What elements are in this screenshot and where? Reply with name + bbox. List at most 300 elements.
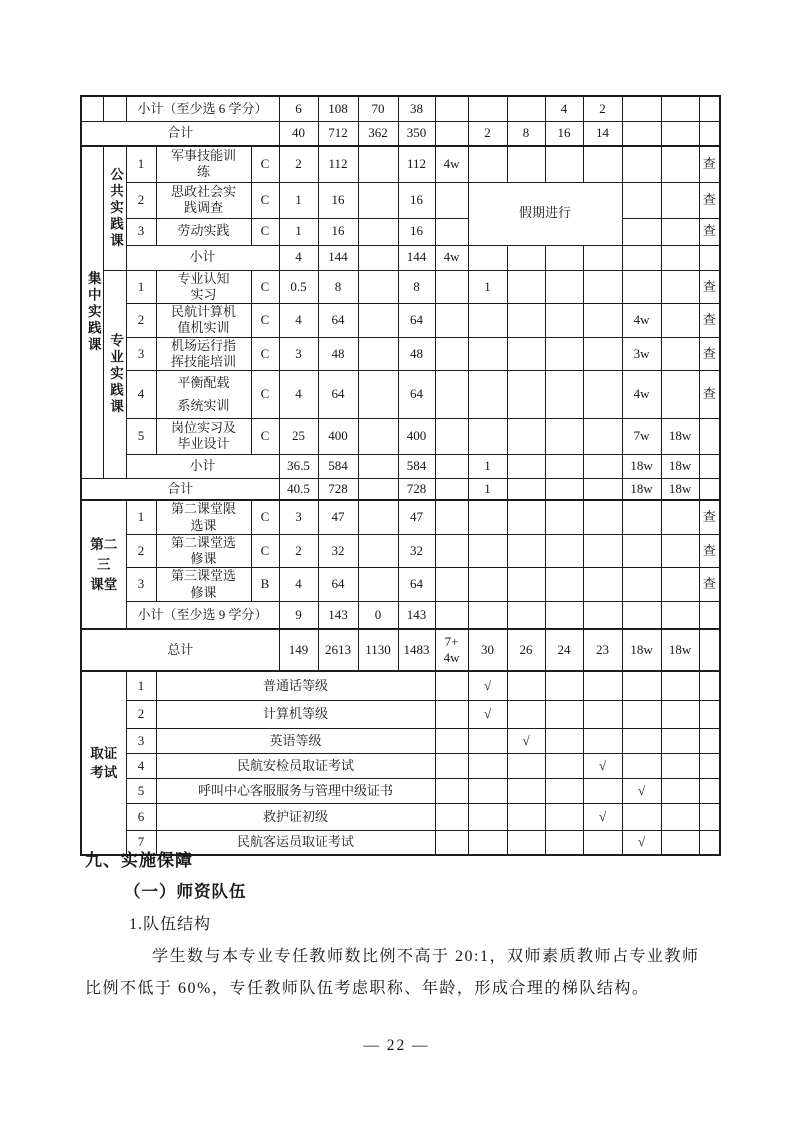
table-cell: [699, 601, 720, 629]
table-cell: [545, 803, 583, 830]
table-cell: [468, 803, 507, 830]
table-cell: [358, 218, 398, 245]
table-cell: [545, 270, 583, 304]
table-cell: [699, 830, 720, 855]
table-cell: [622, 534, 661, 568]
table-cell: [435, 96, 468, 121]
table-cell: [583, 270, 622, 304]
table-cell: 149: [279, 629, 318, 671]
cert-name: 英语等级: [156, 728, 435, 753]
table-cell: 4: [279, 568, 318, 602]
table-cell: C: [251, 304, 279, 338]
table-cell: C: [251, 146, 279, 182]
table-cell: [507, 830, 545, 855]
table-cell: [358, 245, 398, 270]
table-cell: [358, 304, 398, 338]
table-cell: 18w: [661, 478, 699, 500]
table-cell: [507, 245, 545, 270]
table-cell: 23: [583, 629, 622, 671]
table-cell: [661, 182, 699, 218]
table-row: [81, 182, 720, 218]
table-cell: C: [251, 534, 279, 568]
table-cell: [507, 337, 545, 371]
table-cell: C: [251, 371, 279, 419]
table-cell: [507, 803, 545, 830]
table-cell: [661, 270, 699, 304]
table-cell: 38: [398, 96, 435, 121]
category-label: 专业实践课: [103, 270, 126, 478]
table-cell: [507, 270, 545, 304]
table-row: [81, 454, 720, 478]
table-row: [81, 700, 720, 728]
cert-name: 普通话等级: [156, 671, 435, 700]
table-cell: [661, 830, 699, 855]
table-cell: [622, 146, 661, 182]
table-cell: [507, 304, 545, 338]
row-label-subtotal: 小计: [126, 245, 279, 270]
cert-name: 救护证初级: [156, 803, 435, 830]
table-cell: 70: [358, 96, 398, 121]
table-cell: [545, 830, 583, 855]
table-cell: 4: [126, 371, 156, 419]
table-cell: 1: [279, 182, 318, 218]
table-cell: 18w: [622, 454, 661, 478]
course-name: 第二课堂限 选课: [156, 500, 251, 534]
table-cell: [545, 700, 583, 728]
table-cell: 2: [468, 121, 507, 146]
table-cell: 2613: [318, 629, 358, 671]
table-cell: [358, 454, 398, 478]
table-cell: 1: [279, 218, 318, 245]
table-cell: 143: [398, 601, 435, 629]
table-cell: [699, 728, 720, 753]
table-cell: 144: [318, 245, 358, 270]
table-cell: [435, 478, 468, 500]
table-cell: [507, 753, 545, 778]
table-cell: 40: [279, 121, 318, 146]
table-cell: 16: [545, 121, 583, 146]
table-row: [81, 500, 720, 534]
table-cell: 5: [126, 778, 156, 803]
table-cell: [583, 304, 622, 338]
table-cell: [583, 534, 622, 568]
table-cell: [583, 568, 622, 602]
table-cell: [661, 803, 699, 830]
category-label: 公共实践课: [103, 146, 126, 270]
table-cell: [468, 534, 507, 568]
table-cell: 7: [126, 830, 156, 855]
row-label-grand-total: 总计: [81, 629, 279, 671]
table-cell: 5: [126, 418, 156, 454]
table-cell: [583, 371, 622, 419]
table-cell: [661, 700, 699, 728]
table-cell: [699, 803, 720, 830]
table-cell: [622, 121, 661, 146]
table-row: [81, 671, 720, 700]
table-cell: [545, 337, 583, 371]
exam-check: 查: [699, 304, 720, 338]
table-cell: 112: [318, 146, 358, 182]
row-label-subtotal: 小计（至少选 9 学分）: [126, 601, 279, 629]
table-cell: [468, 304, 507, 338]
page-number: — 22 —: [363, 1037, 430, 1054]
exam-check: 查: [699, 146, 720, 182]
table-cell: C: [251, 270, 279, 304]
table-cell: [545, 245, 583, 270]
table-cell: [545, 778, 583, 803]
table-cell: [545, 671, 583, 700]
cert-name: 民航安检员取证考试: [156, 753, 435, 778]
table-cell: 1483: [398, 629, 435, 671]
table-cell: [507, 478, 545, 500]
row-label-subtotal: 小计（至少选 6 学分）: [126, 96, 279, 121]
table-row: [81, 245, 720, 270]
paragraph-line-1: 学生数与本专业专任教师数比例不高于 20:1，双师素质教师占专业教师: [152, 948, 700, 965]
table-cell: 584: [318, 454, 358, 478]
section-heading: 九、实施保障: [85, 851, 193, 870]
cert-name: 呼叫中心客服服务与管理中级证书: [156, 778, 435, 803]
checkmark: √: [468, 671, 507, 700]
table-cell: [545, 146, 583, 182]
table-row: [81, 371, 720, 419]
table-cell: [622, 245, 661, 270]
table-cell: 18w: [661, 629, 699, 671]
checkmark: √: [622, 830, 661, 855]
table-cell: 47: [398, 500, 435, 534]
table-cell: C: [251, 500, 279, 534]
table-cell: [468, 371, 507, 419]
table-cell: [699, 671, 720, 700]
table-cell: [661, 245, 699, 270]
table-cell: 8: [507, 121, 545, 146]
table-cell: [699, 121, 720, 146]
table-cell: [622, 270, 661, 304]
table-cell: 3: [279, 500, 318, 534]
table-cell: [583, 478, 622, 500]
course-name: 平衡配载 系统实训: [156, 371, 251, 419]
row-label-total: 合计: [81, 478, 279, 500]
table-cell: 1: [468, 454, 507, 478]
table-cell: 1: [126, 146, 156, 182]
table-cell: [435, 218, 468, 245]
table-cell: 4w: [435, 146, 468, 182]
exam-check: 查: [699, 534, 720, 568]
table-cell: 6: [279, 96, 318, 121]
table-cell: 40.5: [279, 478, 318, 500]
table-cell: 4: [126, 753, 156, 778]
table-cell: [435, 182, 468, 218]
table-cell: 8: [398, 270, 435, 304]
exam-check: 查: [699, 371, 720, 419]
table-cell: [358, 568, 398, 602]
table-cell: 7+ 4w: [435, 629, 468, 671]
table-cell: 4: [279, 304, 318, 338]
table-cell: [358, 371, 398, 419]
table-cell: 143: [318, 601, 358, 629]
table-cell: [468, 146, 507, 182]
exam-check: 查: [699, 568, 720, 602]
table-cell: [622, 803, 661, 830]
table-cell: [583, 146, 622, 182]
table-cell: [545, 728, 583, 753]
table-cell: 64: [398, 304, 435, 338]
table-cell: 24: [545, 629, 583, 671]
table-cell: [468, 568, 507, 602]
table-cell: [507, 601, 545, 629]
table-row: [81, 218, 720, 245]
table-cell: [435, 830, 468, 855]
table-cell: [507, 500, 545, 534]
table-cell: 16: [318, 218, 358, 245]
table-cell: 18w: [622, 478, 661, 500]
table-cell: B: [251, 568, 279, 602]
table-cell: 4: [279, 245, 318, 270]
course-name: 军事技能训 练: [156, 146, 251, 182]
table-cell: [622, 218, 661, 245]
table-cell: 36.5: [279, 454, 318, 478]
table-cell: 2: [279, 534, 318, 568]
table-row: [81, 534, 720, 568]
table-cell: [507, 146, 545, 182]
table-cell: [435, 753, 468, 778]
course-name: 第三课堂选 修课: [156, 568, 251, 602]
table-cell: [358, 478, 398, 500]
table-row: [81, 601, 720, 629]
table-cell: [583, 245, 622, 270]
table-cell: 26: [507, 629, 545, 671]
table-cell: [507, 418, 545, 454]
table-cell: 3: [126, 568, 156, 602]
table-cell: [507, 454, 545, 478]
table-cell: [583, 830, 622, 855]
table-cell: [583, 337, 622, 371]
table-cell: [661, 121, 699, 146]
table-cell: 728: [318, 478, 358, 500]
table-cell: [435, 337, 468, 371]
table-cell: [358, 270, 398, 304]
table-cell: [622, 601, 661, 629]
exam-check: 查: [699, 500, 720, 534]
table-cell: 400: [318, 418, 358, 454]
table-cell: [661, 337, 699, 371]
table-cell: 400: [398, 418, 435, 454]
table-cell: 16: [318, 182, 358, 218]
table-cell: [545, 304, 583, 338]
table-row: [81, 728, 720, 753]
table-cell: 1: [126, 671, 156, 700]
table-row: [81, 568, 720, 602]
table-cell: 3: [126, 728, 156, 753]
row-label-total: 合计: [81, 121, 279, 146]
table-cell: 1: [126, 500, 156, 534]
table-cell: 0: [358, 601, 398, 629]
table-cell: [699, 418, 720, 454]
table-cell: [435, 601, 468, 629]
table-cell: 108: [318, 96, 358, 121]
table-cell: [622, 500, 661, 534]
table-row: [81, 337, 720, 371]
table-cell: 3: [279, 337, 318, 371]
table-cell: [583, 700, 622, 728]
table-cell: [545, 753, 583, 778]
checkmark: √: [583, 803, 622, 830]
table-cell: 2: [583, 96, 622, 121]
table-cell: [583, 500, 622, 534]
table-cell: 18w: [661, 454, 699, 478]
table-cell: 14: [583, 121, 622, 146]
table-cell: [507, 671, 545, 700]
table-cell: [435, 671, 468, 700]
exam-check: 查: [699, 337, 720, 371]
table-cell: [661, 601, 699, 629]
table-cell: [545, 601, 583, 629]
table-cell: 48: [398, 337, 435, 371]
table-cell: 4w: [435, 245, 468, 270]
exam-check: 查: [699, 270, 720, 304]
table-cell: [583, 418, 622, 454]
table-cell: [435, 454, 468, 478]
table-cell: C: [251, 418, 279, 454]
table-cell: 2: [126, 304, 156, 338]
table-cell: [435, 500, 468, 534]
table-cell: 64: [398, 568, 435, 602]
table-cell: [358, 534, 398, 568]
table-cell: 1: [468, 478, 507, 500]
table-cell: [661, 218, 699, 245]
table-cell: [468, 830, 507, 855]
course-name: 第二课堂选 修课: [156, 534, 251, 568]
table-cell: 4: [279, 371, 318, 419]
table-cell: 18w: [661, 418, 699, 454]
table-cell: 9: [279, 601, 318, 629]
exam-check: 查: [699, 218, 720, 245]
table-cell: 4: [545, 96, 583, 121]
paragraph-line-2: 比例不低于 60%，专任教师队伍考虑职称、年龄，形成合理的梯队结构。: [85, 980, 650, 997]
table-cell: [468, 778, 507, 803]
curriculum-table: [80, 95, 721, 856]
table-cell: [699, 629, 720, 671]
table-cell: 48: [318, 337, 358, 371]
table-cell: 6: [126, 803, 156, 830]
table-row: [81, 753, 720, 778]
table-row: [81, 478, 720, 500]
table-cell: [583, 601, 622, 629]
table-cell: [435, 778, 468, 803]
table-row: [81, 778, 720, 803]
table-cell: 584: [398, 454, 435, 478]
table-cell: 4w: [622, 304, 661, 338]
holiday-note: 假期进行: [468, 182, 622, 245]
table-cell: [358, 182, 398, 218]
table-cell: 64: [398, 371, 435, 419]
table-cell: [435, 728, 468, 753]
course-name: 劳动实践: [156, 218, 251, 245]
category-label: 取证 考试: [81, 671, 126, 855]
table-cell: [661, 568, 699, 602]
cert-name: 民航客运员取证考试: [156, 830, 435, 855]
table-cell: [699, 96, 720, 121]
table-cell: 30: [468, 629, 507, 671]
table-cell: 32: [398, 534, 435, 568]
table-cell: [661, 371, 699, 419]
table-cell: [358, 146, 398, 182]
table-cell: [622, 753, 661, 778]
course-name: 岗位实习及 毕业设计: [156, 418, 251, 454]
table-cell: C: [251, 218, 279, 245]
table-cell: [545, 478, 583, 500]
course-name: 思政社会实 践调查: [156, 182, 251, 218]
table-cell: [545, 534, 583, 568]
table-cell: 4w: [622, 371, 661, 419]
table-cell: 112: [398, 146, 435, 182]
table-cell: [661, 96, 699, 121]
table-cell: [435, 534, 468, 568]
table-cell: 1: [468, 270, 507, 304]
table-cell: 32: [318, 534, 358, 568]
table-row: [81, 418, 720, 454]
table-cell: [699, 245, 720, 270]
table-cell: [699, 454, 720, 478]
table-cell: [622, 96, 661, 121]
table-cell: [583, 454, 622, 478]
table-cell: [661, 146, 699, 182]
table-cell: 712: [318, 121, 358, 146]
table-cell: [468, 337, 507, 371]
table-cell: [468, 753, 507, 778]
table-cell: [468, 245, 507, 270]
table-cell: [699, 778, 720, 803]
table-cell: 2: [126, 182, 156, 218]
table-cell: 16: [398, 182, 435, 218]
table-cell: [103, 96, 126, 121]
table-cell: 47: [318, 500, 358, 534]
table-cell: C: [251, 182, 279, 218]
table-cell: 3: [126, 218, 156, 245]
table-cell: [81, 96, 103, 121]
table-cell: 2: [279, 146, 318, 182]
table-cell: [435, 270, 468, 304]
table-cell: [435, 304, 468, 338]
item-heading: 1.队伍结构: [129, 916, 212, 933]
exam-check: 查: [699, 182, 720, 218]
table-cell: 16: [398, 218, 435, 245]
table-row: [81, 96, 720, 121]
table-cell: [622, 728, 661, 753]
table-cell: [435, 568, 468, 602]
table-cell: 1130: [358, 629, 398, 671]
table-cell: [507, 568, 545, 602]
table-cell: [661, 778, 699, 803]
table-cell: [699, 753, 720, 778]
checkmark: √: [622, 778, 661, 803]
table-cell: 8: [318, 270, 358, 304]
table-cell: 144: [398, 245, 435, 270]
table-cell: 25: [279, 418, 318, 454]
table-cell: 2: [126, 700, 156, 728]
table-cell: [622, 568, 661, 602]
table-cell: [507, 700, 545, 728]
table-row: [81, 270, 720, 304]
table-cell: [545, 454, 583, 478]
table-cell: [583, 671, 622, 700]
table-cell: [358, 337, 398, 371]
table-cell: [545, 500, 583, 534]
table-cell: 64: [318, 568, 358, 602]
course-name: 民航计算机 值机实训: [156, 304, 251, 338]
table-cell: [435, 418, 468, 454]
table-cell: C: [251, 337, 279, 371]
category-label: 第二 三 课堂: [81, 500, 126, 629]
